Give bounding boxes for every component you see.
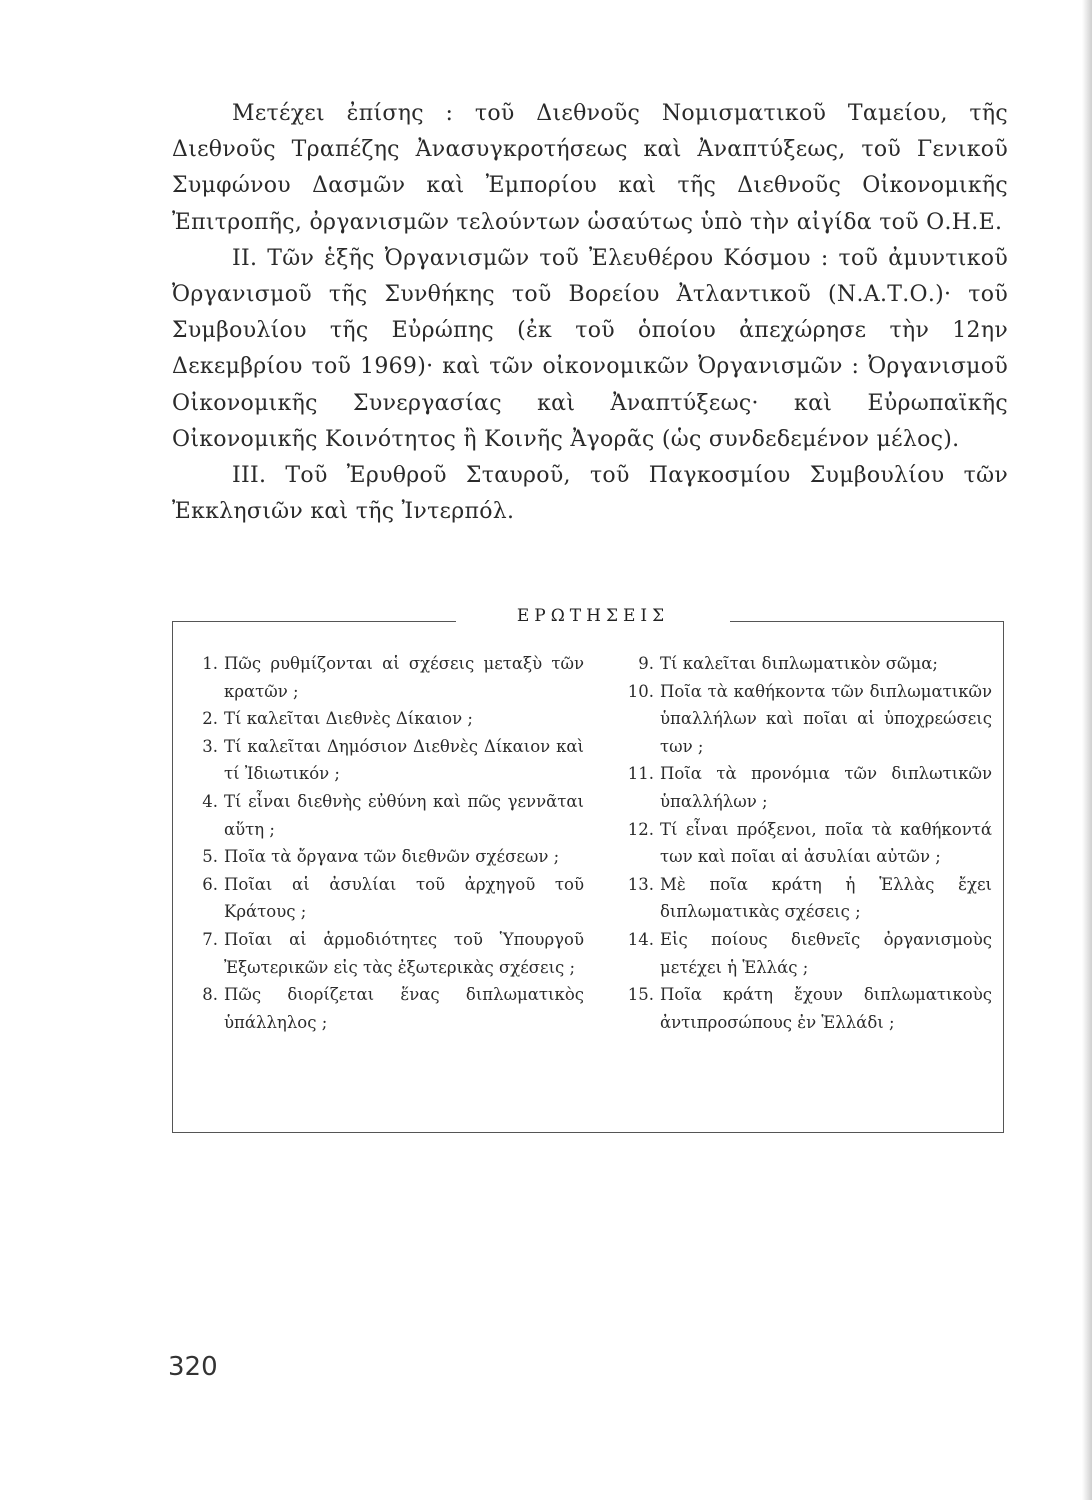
question-number: 12.: [627, 819, 654, 839]
question-item: [614, 871, 992, 926]
question-item: [188, 871, 584, 926]
questions-column-right: [614, 650, 992, 1036]
question-text: Ποῖα κράτη ἔχουν διπλωματικοὺς ἀντιπροσώπους ἐν Ἑλλάδι ;: [660, 985, 992, 1032]
question-text: Τί εἶναι πρόξενοι, ποῖα τὰ καθήκοντά των καὶ ποῖαι αἱ ἀσυλίαι αὐτῶν ;: [660, 819, 992, 867]
question-text: Εἰς ποίους διεθνεῖς ὀργανισμοὺς μετέχει ἡ Ἑλλάς ;: [660, 929, 992, 977]
question-number: 8.: [202, 985, 218, 1005]
question-number: 9.: [638, 654, 654, 673]
question-number: 15.: [627, 985, 654, 1005]
question-text: Ποῖαι αἱ ἀσυλίαι τοῦ ἀρχηγοῦ τοῦ Κράτους ;: [224, 874, 584, 922]
body-text: [172, 96, 1008, 530]
question-text: Πῶς διορίζεται ἕνας διπλωματικὸς ὑπάλληλος ;: [224, 985, 584, 1032]
question-item: [188, 843, 584, 871]
question-text: Τί καλεῖται διπλωματικὸν σῶμα;: [660, 654, 938, 673]
question-text: Μὲ ποῖα κράτη ἡ Ἑλλὰς ἔχει διπλωματικὰς σχέσεις ;: [660, 874, 992, 922]
question-number: 11.: [627, 764, 654, 784]
question-item: [614, 650, 992, 678]
question-number: 2.: [202, 709, 218, 729]
question-number: 3.: [202, 736, 218, 756]
question-number: 1.: [202, 654, 218, 673]
questions-column-left: [188, 650, 584, 1036]
question-text: Ποῖα τὰ ὄργανα τῶν διεθνῶν σχέσεων ;: [224, 847, 560, 867]
question-item: [188, 733, 584, 788]
questions-title: ΕΡΩΤΗΣΕΙΣ: [516, 606, 670, 626]
question-item: [614, 981, 992, 1036]
question-text: Ποῖαι αἱ ἁρμοδιότητες τοῦ Ὑπουργοῦ Ἐξωτερικῶν εἰς τὰς ἐξωτερικὰς σχέσεις ;: [224, 929, 584, 977]
question-item: [614, 760, 992, 815]
question-number: 14.: [627, 929, 654, 949]
paragraph-section-ii: II. Τῶν ἑξῆς Ὀργανισμῶν τοῦ Ἐλευθέρου Κόσμου : τοῦ ἀμυντικοῦ Ὀργανισμοῦ τῆς Συνθήκης τοῦ Βορείου Ἀτλαντικοῦ (Ν.Α.Τ.Ο.)· τοῦ Συμβουλίου τῆς Εὐρώπης (ἐκ τοῦ ὁποίου ἀπεχώρησε τὴν 12ην Δεκεμβρίου τοῦ 1969)· καὶ τῶν οἰκονομικῶν Ὀργανισμῶν : Ὀργανισμοῦ Οἰκονομικῆς Συνεργασίας καὶ Ἀναπτύξεως· καὶ Εὐρωπαϊκῆς Οἰκονομικῆς Κοινότητος ἢ Κοινῆς Ἀγορᾶς (ὡς συνδεδεμένον μέλος).: [172, 245, 1008, 452]
question-number: 7.: [202, 929, 218, 949]
question-item: [614, 926, 992, 981]
question-text: Τί καλεῖται Δημόσιον Διεθνὲς Δίκαιον καὶ τί Ἰδιωτικόν ;: [224, 736, 584, 784]
paragraph-intro: Μετέχει ἐπίσης : τοῦ Διεθνοῦς Νομισματικοῦ Ταμείου, τῆς Διεθνοῦς Τραπέζης Ἀνασυγκροτήσεως καὶ Ἀναπτύξεως, τοῦ Γενικοῦ Συμφώνου Δασμῶν καὶ Ἐμπορίου καὶ τῆς Διεθνοῦς Οἰκονομικῆς Ἐπιτροπῆς, ὀργανισμῶν τελούντων ὡσαύτως ὑπὸ τὴν αἰγίδα τοῦ Ο.Η.Ε.: [172, 101, 1008, 235]
question-number: 10.: [627, 681, 654, 701]
question-text: Ποῖα τὰ καθήκοντα τῶν διπλωματικῶν ὑπαλλήλων καὶ ποῖαι αἱ ὑποχρεώσεις των ;: [660, 681, 992, 756]
question-number: 6.: [202, 874, 218, 894]
question-text: Τί εἶναι διεθνὴς εὐθύνη καὶ πῶς γεννᾶται αὕτη ;: [224, 791, 584, 839]
question-number: 5.: [202, 847, 218, 867]
question-item: [188, 981, 584, 1036]
question-item: [188, 705, 584, 733]
page-edge-shadow: [1082, 0, 1092, 1500]
page-number: 320: [168, 1352, 218, 1382]
question-text: Τί καλεῖται Διεθνὲς Δίκαιον ;: [224, 709, 473, 729]
question-number: 13.: [627, 874, 654, 894]
question-number: 4.: [202, 791, 218, 811]
question-item: [188, 788, 584, 843]
paragraph-section-iii: III. Τοῦ Ἐρυθροῦ Σταυροῦ, τοῦ Παγκοσμίου Συμβουλίου τῶν Ἐκκλησιῶν καὶ τῆς Ἰντερπόλ.: [172, 463, 1008, 525]
question-item: [188, 926, 584, 981]
question-text: Ποῖα τὰ προνόμια τῶν διπλωτικῶν ὑπαλλήλων ;: [660, 764, 992, 811]
question-item: [614, 816, 992, 871]
question-item: [614, 678, 992, 761]
question-item: [188, 650, 584, 705]
question-text: Πῶς ρυθμίζονται αἱ σχέσεις μεταξὺ τῶν κρατῶν ;: [224, 654, 584, 701]
